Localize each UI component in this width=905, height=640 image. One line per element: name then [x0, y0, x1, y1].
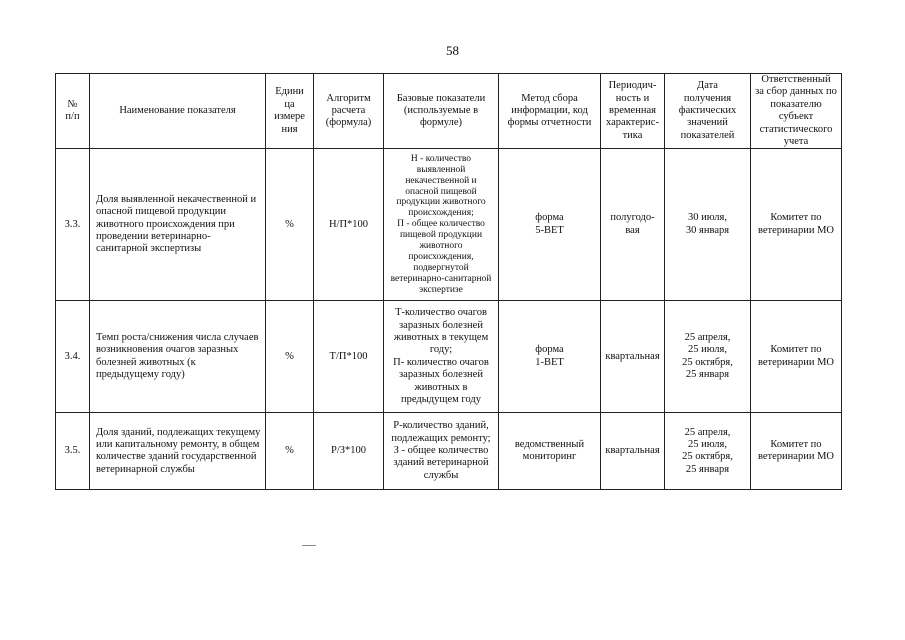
row-num: 3.4. [56, 301, 90, 413]
header-num: № п/п [56, 74, 90, 149]
row-responsible: Комитет по ветеринарии МО [751, 413, 842, 490]
row-unit: % [266, 301, 314, 413]
row-unit: % [266, 149, 314, 301]
row-name: Доля выявленной некачественной и опасной пищевой продукции животного происхождения при проведении ветеринарно-санитарной экспертизы [90, 149, 266, 301]
table-header-row [56, 74, 842, 149]
table-row [56, 413, 842, 490]
row-name: Доля зданий, подлежащих текущему или капитальному ремонту, в общем количестве зданий государственной ветеринарной службы [90, 413, 266, 490]
row-algorithm: Р/З*100 [314, 413, 384, 490]
row-responsible: Комитет по ветеринарии МО [751, 149, 842, 301]
row-responsible: Комитет по ветеринарии МО [751, 301, 842, 413]
row-base-indicators: Р-количество зданий, подлежащих ремонту; З - общее количество зданий ветеринарной службы [384, 413, 499, 490]
header-responsible: Ответственный за сбор данных по показателю субъект статистического учета [751, 74, 842, 149]
row-base-indicators: Н - количество выявленной некачественной и опасной пищевой продукции животного происхождения; П - общее количество пищевой продукции животного происхождения, подвергнутой ветеринарно-санитарной экспертизе [384, 149, 499, 301]
row-num: 3.3. [56, 149, 90, 301]
row-method: ведомственный мониторинг [499, 413, 601, 490]
table-row [56, 149, 842, 301]
header-name: Наименование показателя [90, 74, 266, 149]
row-date: 30 июля, 30 января [665, 149, 751, 301]
row-unit: % [266, 413, 314, 490]
row-base-indicators: Т-количество очагов заразных болезней животных в текущем году; П- количество очагов заразных болезней животных в предыдущем году [384, 301, 499, 413]
table-row [56, 301, 842, 413]
row-algorithm: Т/П*100 [314, 301, 384, 413]
header-periodicity: Периодич- ность и временная характерис- тика [601, 74, 665, 149]
header-base-indicators: Базовые показатели (используемые в формуле) [384, 74, 499, 149]
scan-mark [302, 545, 316, 546]
page-number: 58 [446, 43, 459, 58]
indicators-table [55, 73, 842, 490]
row-date: 25 апреля, 25 июля, 25 октября, 25 января [665, 413, 751, 490]
row-periodicity: полугодо- вая [601, 149, 665, 301]
header-method: Метод сбора информации, код формы отчетности [499, 74, 601, 149]
row-algorithm: Н/П*100 [314, 149, 384, 301]
header-date: Дата получения фактических значений показателей [665, 74, 751, 149]
header-algorithm: Алгоритм расчета (формула) [314, 74, 384, 149]
row-name: Темп роста/снижения числа случаев возникновения очагов заразных болезней животных (к предыдущему году) [90, 301, 266, 413]
row-method: форма 5-ВЕТ [499, 149, 601, 301]
row-date: 25 апреля, 25 июля, 25 октября, 25 января [665, 301, 751, 413]
row-num: 3.5. [56, 413, 90, 490]
row-periodicity: квартальная [601, 413, 665, 490]
row-periodicity: квартальная [601, 301, 665, 413]
row-method: форма 1-ВЕТ [499, 301, 601, 413]
header-unit: Едини ца измере ния [266, 74, 314, 149]
